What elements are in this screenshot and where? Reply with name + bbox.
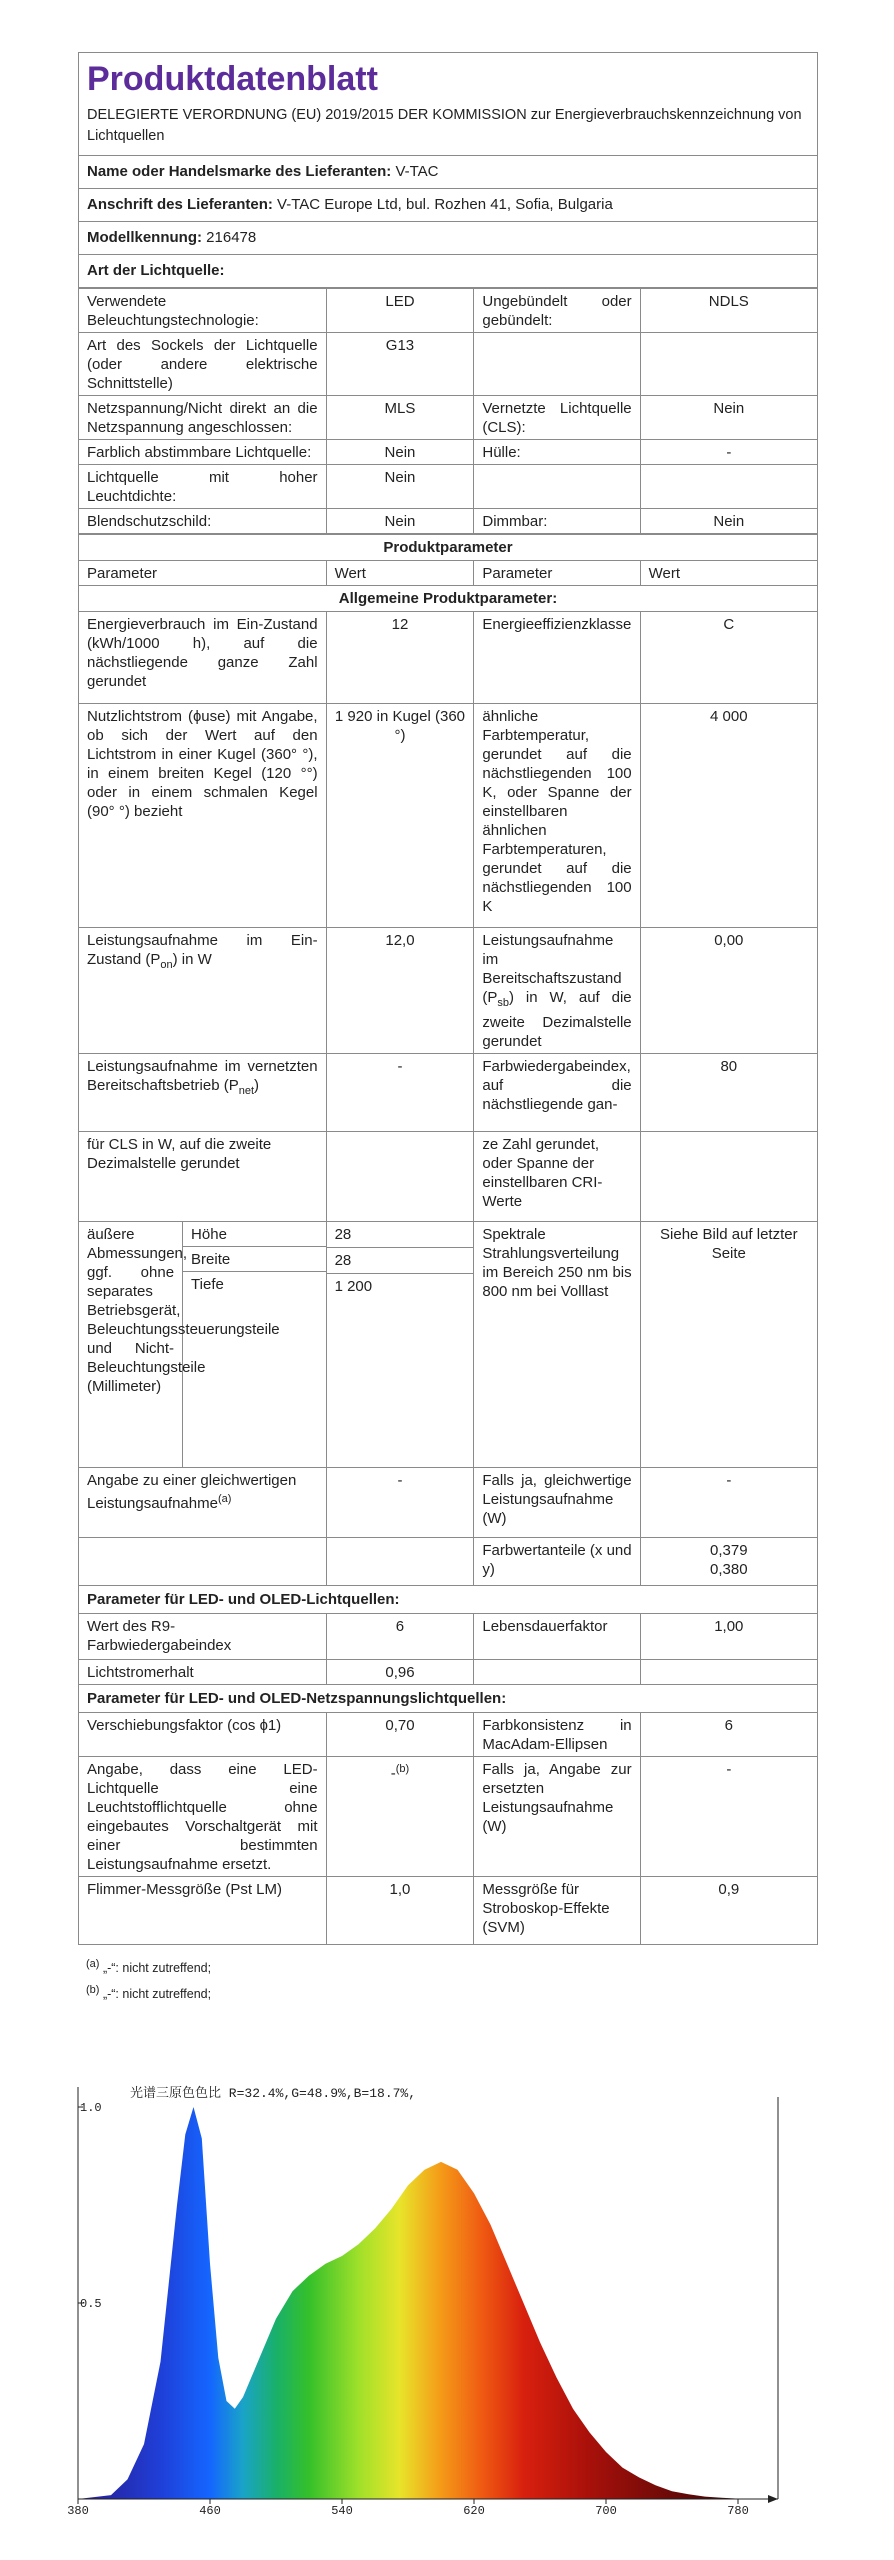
energy-label: Energieverbrauch im Ein-Zustand (kWh/1000 h), auf die nächstliegende ganze Zahl gerundet (79, 612, 327, 704)
light-source-label: Blendschutzschild: (79, 509, 327, 534)
light-source-label: Lichtquelle mit hoher Leuchtdichte: (79, 465, 327, 509)
flux-maintenance-value: 0,96 (326, 1660, 474, 1685)
dimension-height-label: Höhe (183, 1222, 326, 1247)
spectral-label: Spektrale Strahlungsverteilung im Bereich 250 nm bis 800 nm bei Volllast (474, 1222, 640, 1468)
power-net-label: Leistungsaufnahme im vernetzten Bereitschaftsbetrieb $(P_{net})$ (79, 1054, 327, 1132)
y-tick-label: 1.0 (80, 2101, 102, 2115)
r9-value: 6 (326, 1614, 474, 1660)
supplier-address-row (79, 188, 817, 221)
light-source-label: Art des Sockels der Lichtquelle (oder andere elektrische Schnittstelle) (79, 333, 327, 396)
light-source-row (79, 465, 818, 509)
light-source-label-2 (474, 333, 640, 396)
light-source-value-2: - (640, 440, 817, 465)
y-tick-label: 0.5 (80, 2297, 102, 2311)
power-net-value: - (326, 1054, 474, 1132)
x-tick-label: 540 (331, 2504, 353, 2518)
chromaticity-values: 0,379 0,380 (640, 1538, 817, 1586)
col-header-value-2: Wert (640, 561, 817, 586)
dimensions-cell (79, 1222, 327, 1468)
displacement-factor-value: 0,70 (326, 1713, 474, 1757)
light-source-label-2: Ungebündelt oder gebündelt: (474, 289, 640, 333)
equivalent-power-w-label: Falls ja, gleichwertige Leistungsaufnahme (W) (474, 1468, 640, 1538)
light-source-label-2: Dimmbar: (474, 509, 640, 534)
dimension-depth-label: Tiefe (191, 1276, 224, 1293)
light-source-value: LED (326, 289, 474, 333)
footnote-a: $^{(a)}$ „-“: nicht zutreffend; (86, 1958, 212, 1976)
col-header-parameter: Parameter (79, 561, 327, 586)
stroboscopic-label: Messgröße für Stroboskop-Effekte (SVM) (474, 1877, 640, 1945)
flux-label: Nutzlichtstrom (ɸuse) mit Angabe, ob sich der Wert auf den Lichtstrom in einer Kugel (360° °), in einem breiten Kegel (120 °°) oder in einem schmalen Kegel (90° °) bezieht (79, 704, 327, 928)
light-source-row (79, 289, 818, 333)
energy-value: 12 (326, 612, 474, 704)
model-label: Modellkennung: (87, 229, 202, 246)
dimensions-label: äußere Abmessungen, ggf. ohne separates Betriebsgerät, Beleuchtungssteuerungsteile und Nicht-Beleuchtungsteile (Millimeter) (79, 1222, 183, 1467)
light-source-label: Farblich abstimmbare Lichtquelle: (79, 440, 327, 465)
lifetime-factor-label: Lebensdauerfaktor (474, 1614, 640, 1660)
lifetime-factor-value: 1,00 (640, 1614, 817, 1660)
led-parameters-title: Parameter für LED- und OLED-Lichtquellen: (79, 1586, 818, 1614)
flicker-label: Flimmer-Messgröße (Pst LM) (79, 1877, 327, 1945)
col-header-value: Wert (326, 561, 474, 586)
x-tick-label: 780 (727, 2504, 749, 2518)
flux-maintenance-label: Lichtstromerhalt (79, 1660, 327, 1685)
light-source-row (79, 440, 818, 465)
model-row (79, 221, 817, 254)
light-source-value-2: NDLS (640, 289, 817, 333)
supplier-address-label: Anschrift des Lieferanten: (87, 196, 273, 213)
general-parameters-title: Allgemeine Produktparameter: (79, 586, 818, 612)
light-source-value: Nein (326, 440, 474, 465)
equivalent-power-w-value: - (640, 1468, 817, 1538)
light-source-row (79, 396, 818, 440)
light-source-value: MLS (326, 396, 474, 440)
light-source-row (79, 509, 818, 534)
light-source-value-2 (640, 465, 817, 509)
power-on-label: Leistungsaufnahme im Ein-Zustand $(P_{on})$ in W (79, 928, 327, 1054)
dimensions-table (79, 1222, 326, 1467)
supplier-name-label: Name oder Handelsmarke des Lieferanten: (87, 163, 392, 180)
light-source-row (79, 333, 818, 396)
cct-label: ähnliche Farbtemperatur, gerundet auf die nächstliegenden 100 K, oder Spanne der einstellbaren ähnlichen Farbtemperaturen, gerundet auf die nächstliegenden 100 K (474, 704, 640, 928)
light-source-value: Nein (326, 465, 474, 509)
dimension-width-label: Breite (183, 1247, 326, 1272)
x-tick-label: 460 (199, 2504, 221, 2518)
dimension-height-value: 28 (327, 1222, 474, 1248)
chromaticity-label: Farbwertanteile (x und y) (474, 1538, 640, 1586)
x-axis-arrow (768, 2495, 778, 2503)
light-source-label-2: Hülle: (474, 440, 640, 465)
spectrum-area (78, 2107, 738, 2499)
equivalent-power-value: - (326, 1468, 474, 1538)
power-standby-label: Leistungsaufnahme im Bereitschaftszustand $(P_{sb})$ in W, auf die zweite Dezimalstelle gerundet (474, 928, 640, 1054)
light-source-value-2 (640, 333, 817, 396)
supplier-name-value: V-TAC (395, 163, 439, 180)
dimension-values-cell (326, 1222, 474, 1468)
dimension-depth-value: 1 200 (334, 1278, 373, 1295)
regulation-text: DELEGIERTE VERORDNUNG (EU) 2019/2015 DER KOMMISSION zur Energieverbrauchskennzeichnung von Lichtquellen (87, 107, 802, 144)
light-source-label: Netzspannung/Nicht direkt an die Netzspannung angeschlossen: (79, 396, 327, 440)
light-source-label: Verwendete Beleuchtungstechnologie: (79, 289, 327, 333)
light-source-value: Nein (326, 509, 474, 534)
replacement-power-label: Falls ja, Angabe zur ersetzten Leistungsaufnahme (W) (474, 1757, 640, 1877)
light-source-label-2: Vernetzte Lichtquelle (CLS): (474, 396, 640, 440)
light-source-type-heading: Art der Lichtquelle: (79, 254, 817, 287)
flux-value: 1 920 in Kugel (360 °) (326, 704, 474, 928)
x-tick-label: 700 (595, 2504, 617, 2518)
power-net-label-cont: für CLS in W, auf die zweite Dezimalstelle gerundet (79, 1132, 327, 1222)
equivalent-power-label: Angabe zu einer gleichwertigen Leistungsaufnahme$^{(a)}$ (79, 1468, 327, 1538)
cri-label: Farbwiedergabeindex, auf die nächstliegende gan- (474, 1054, 640, 1132)
model-value: 216478 (206, 229, 257, 246)
spectral-value: Siehe Bild auf letzter Seite (640, 1222, 817, 1468)
light-source-table (78, 288, 818, 534)
color-consistency-value: 6 (640, 1713, 817, 1757)
light-source-value-2: Nein (640, 396, 817, 440)
cct-value: 4 000 (640, 704, 817, 928)
product-parameters-title: Produktparameter (79, 535, 818, 561)
flicker-value: 1,0 (326, 1877, 474, 1945)
datasheet (78, 52, 818, 2005)
power-on-value: 12,0 (326, 928, 474, 1054)
footnote-b: $^{(b)}$ „-“: nicht zutreffend; (86, 1984, 212, 2002)
color-consistency-label: Farbkonsistenz in MacAdam-Ellipsen (474, 1713, 640, 1757)
replacement-value: -$^{(b)}$ (326, 1757, 474, 1877)
chart-title: 光谱三原色色比 R=32.4%,G=48.9%,B=18.7%, (130, 2086, 417, 2101)
page-title: Produktdatenblatt (87, 60, 378, 98)
supplier-address-value: V-TAC Europe Ltd, bul. Rozhen 41, Sofia, Bulgaria (277, 196, 613, 213)
r9-label: Wert des R9-Farbwiedergabeindex (79, 1614, 327, 1660)
header-box (78, 52, 818, 288)
power-standby-value: 0,00 (640, 928, 817, 1054)
supplier-name-row (79, 155, 817, 188)
x-tick-label: 380 (67, 2504, 89, 2518)
efficiency-class-value: C (640, 612, 817, 704)
dimension-width-value: 28 (327, 1248, 474, 1274)
displacement-factor-label: Verschiebungsfaktor (cos ɸ1) (79, 1713, 327, 1757)
efficiency-class-label: Energieeffizienzklasse (474, 612, 640, 704)
replacement-power-value: - (640, 1757, 817, 1877)
x-tick-label: 620 (463, 2504, 485, 2518)
cri-label-cont: ze Zahl gerundet, oder Spanne der einstellbaren CRI-Werte (474, 1132, 640, 1222)
footnotes (86, 1953, 818, 2005)
spectrum-chart (67, 2075, 818, 2518)
light-source-label-2 (474, 465, 640, 509)
product-parameters-table (78, 534, 818, 1945)
light-source-value: G13 (326, 333, 474, 396)
col-header-parameter-2: Parameter (474, 561, 640, 586)
stroboscopic-value: 0,9 (640, 1877, 817, 1945)
mains-parameters-title: Parameter für LED- und OLED-Netzspannungslichtquellen: (79, 1685, 818, 1713)
light-source-value-2: Nein (640, 509, 817, 534)
cri-value: 80 (640, 1054, 817, 1132)
replacement-label: Angabe, dass eine LED-Lichtquelle eine Leuchtstofflichtquelle ohne eingebautes Vorschaltgerät mit einer bestimmten Leistungsaufnahme ersetzt. (79, 1757, 327, 1877)
